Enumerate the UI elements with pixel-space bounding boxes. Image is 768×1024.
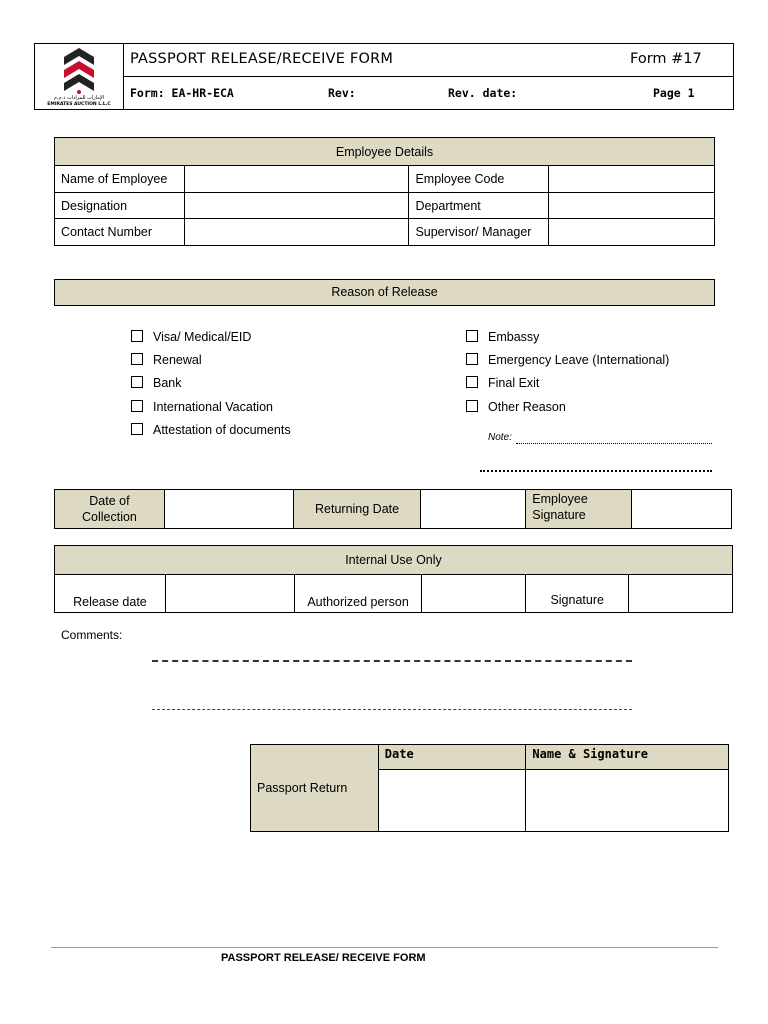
checkbox-label: Other Reason [488, 400, 566, 414]
release-date-label: Release date [55, 575, 166, 613]
returning-date-label: Returning Date [293, 490, 421, 529]
checkbox-label: Attestation of documents [153, 423, 291, 437]
authorized-person-label: Authorized person [294, 575, 422, 613]
checkbox[interactable] [131, 376, 143, 388]
checkbox-label: Renewal [153, 353, 202, 367]
note-label: Note: [488, 432, 512, 443]
checkbox-label: International Vacation [153, 400, 273, 414]
checkbox[interactable] [131, 423, 143, 435]
designation-label: Designation [55, 193, 185, 219]
form-title: PASSPORT RELEASE/RECEIVE FORM [130, 51, 394, 67]
checkbox-label: Embassy [488, 330, 540, 344]
reason-of-release-heading: Reason of Release [54, 279, 715, 306]
comments-line-2[interactable] [152, 709, 632, 710]
name-of-employee-label: Name of Employee [55, 166, 185, 193]
internal-use-table [54, 545, 733, 613]
employee-code-field[interactable] [549, 166, 715, 193]
return-date-field[interactable] [378, 770, 526, 832]
checkbox-label: Emergency Leave (International) [488, 353, 670, 367]
name-of-employee-field[interactable] [184, 166, 409, 193]
checkbox[interactable] [131, 400, 143, 412]
checkbox-label: Final Exit [488, 376, 540, 390]
internal-use-heading: Internal Use Only [55, 546, 733, 575]
employee-details-heading: Employee Details [55, 138, 715, 166]
contact-number-field[interactable] [184, 219, 409, 246]
form-number: Form #17 [630, 51, 702, 67]
checkbox[interactable] [466, 330, 478, 342]
checkbox[interactable] [466, 353, 478, 365]
return-name-signature-field[interactable] [526, 770, 729, 832]
returning-date-field[interactable] [421, 490, 526, 529]
signature-label: Signature [526, 575, 629, 613]
name-signature-column-header: Name & Signature [526, 745, 729, 770]
signature-field[interactable] [629, 575, 733, 613]
supervisor-label: Supervisor/ Manager [409, 219, 549, 246]
employee-signature-label: Employee Signature [526, 490, 632, 529]
comments-label: Comments: [61, 628, 123, 642]
department-field[interactable] [549, 193, 715, 219]
logo-english-text: EMIRATES AUCTION L.L.C [47, 102, 111, 107]
footer-divider [51, 947, 718, 948]
form-code: Form: EA-HR-ECA [130, 86, 234, 100]
page-number: Page 1 [653, 86, 695, 100]
passport-return-label: Passport Return [251, 745, 379, 832]
checkbox[interactable] [466, 376, 478, 388]
passport-return-table [250, 744, 729, 832]
collection-table [54, 489, 732, 529]
date-of-collection-field[interactable] [164, 490, 293, 529]
employee-signature-field[interactable] [632, 490, 732, 529]
header-divider [124, 76, 734, 77]
checkbox[interactable] [131, 353, 143, 365]
release-date-field[interactable] [165, 575, 294, 613]
checkbox-label: Visa/ Medical/EID [153, 330, 252, 344]
checkbox[interactable] [131, 330, 143, 342]
date-of-collection-label: Date of Collection [55, 490, 165, 529]
footer-text: PASSPORT RELEASE/ RECEIVE FORM [221, 952, 426, 964]
company-logo [34, 43, 124, 110]
employee-code-label: Employee Code [409, 166, 549, 193]
revision-date-label: Rev. date: [448, 86, 518, 100]
contact-number-label: Contact Number [55, 219, 185, 246]
date-column-header: Date [378, 745, 526, 770]
note-line-1[interactable] [516, 443, 712, 444]
logo-arabic-text: الإمارات للمزادات ذ.م.م [53, 95, 105, 101]
checkbox-label: Bank [153, 376, 182, 390]
comments-line-1[interactable] [152, 660, 632, 662]
revision-label: Rev: [328, 86, 356, 100]
checkbox[interactable] [466, 400, 478, 412]
authorized-person-field[interactable] [422, 575, 526, 613]
designation-field[interactable] [184, 193, 409, 219]
supervisor-field[interactable] [549, 219, 715, 246]
note-line-2[interactable] [480, 470, 712, 472]
department-label: Department [409, 193, 549, 219]
employee-details-table [54, 137, 715, 246]
